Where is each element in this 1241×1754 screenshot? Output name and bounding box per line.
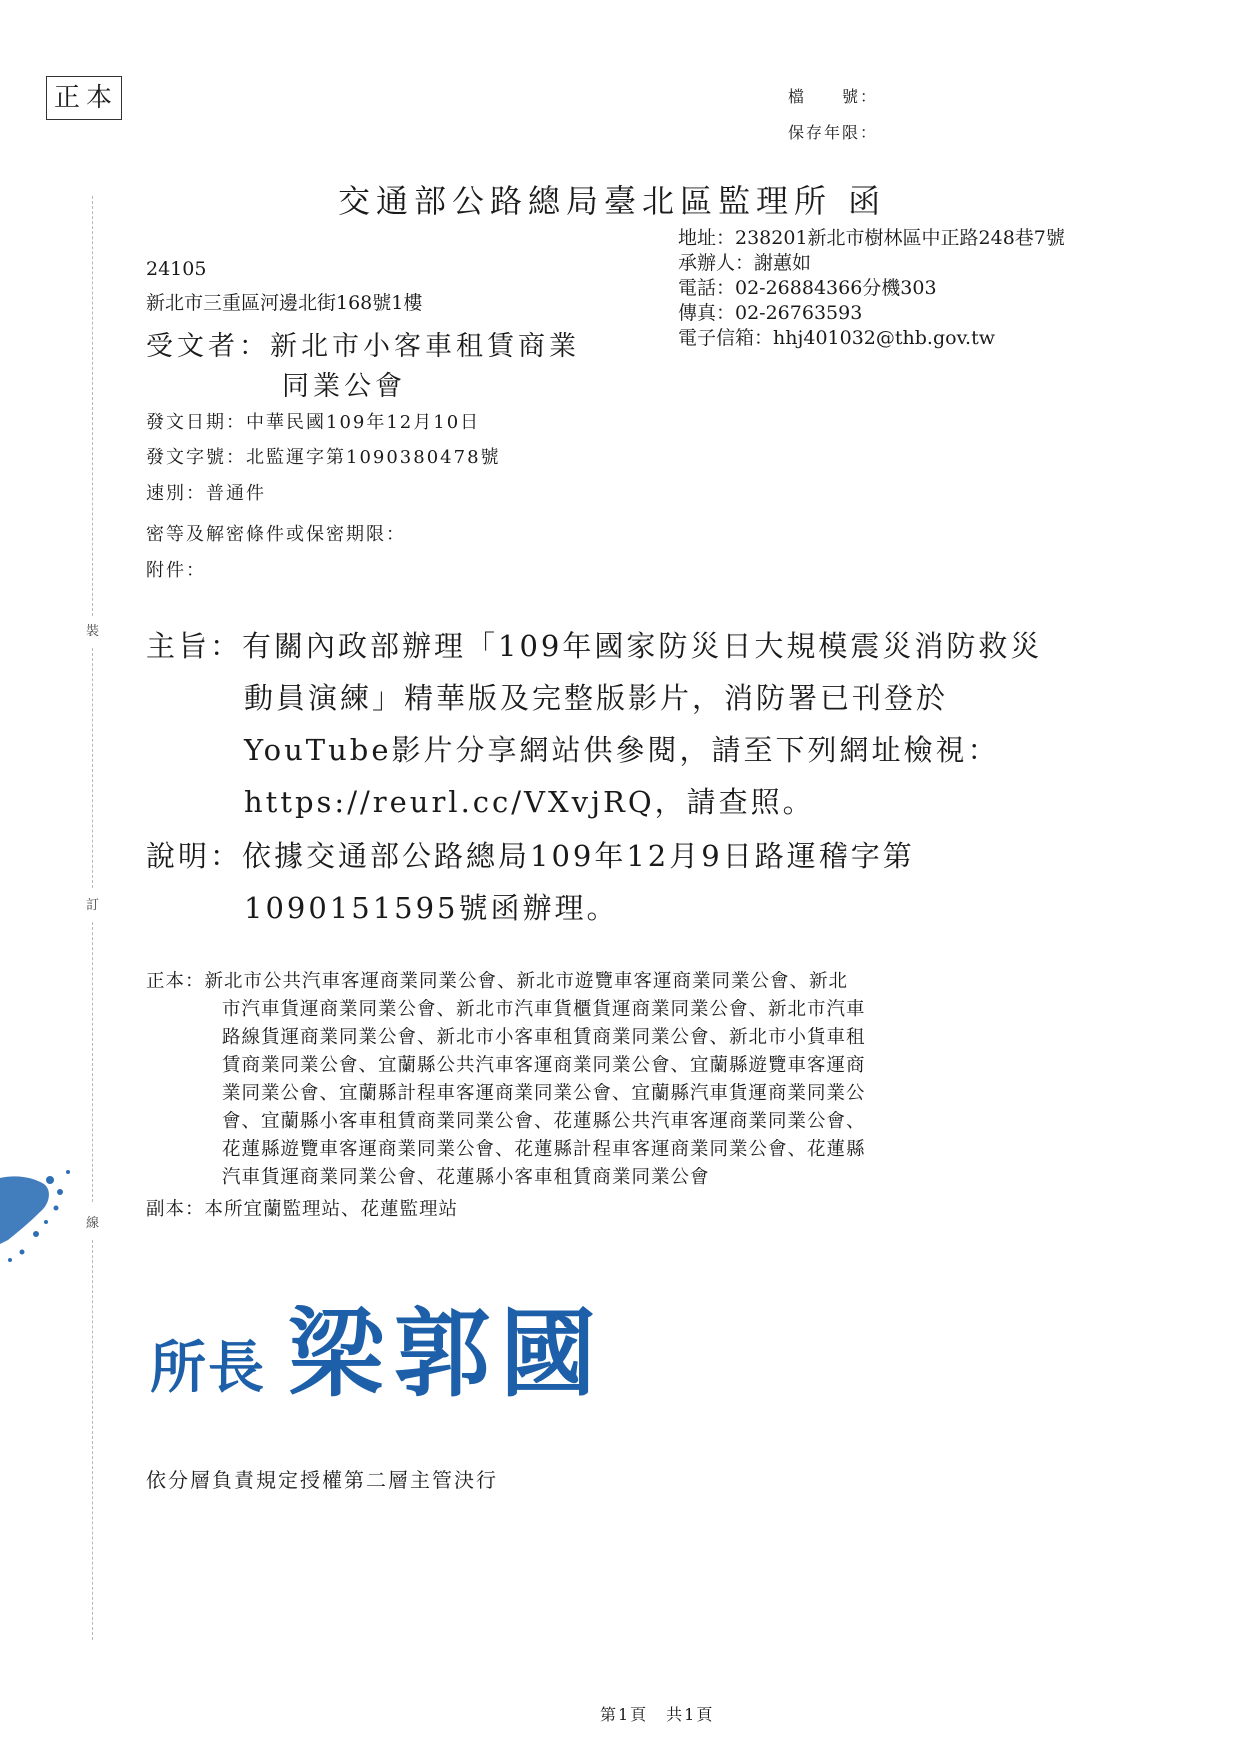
distribution-original-line: 會、宜蘭縣小客車租賃商業同業公會、花蓮縣公共汽車客運商業同業公會、 xyxy=(222,1111,866,1132)
issue-date: 發文日期：中華民國109年12月10日 xyxy=(146,412,481,433)
distribution-original-line: 正本：新北市公共汽車客運商業同業公會、新北市遊覽車客運商業同業公會、新北 xyxy=(146,971,849,992)
signature-name: 梁郭國 xyxy=(288,1297,606,1410)
file-number-label: 檔 號： xyxy=(788,87,879,106)
recipient-line-2: 同業公會 xyxy=(282,371,406,402)
contact-block xyxy=(678,226,1065,351)
binding-mark: 裝 xyxy=(86,624,100,639)
delegation-note: 依分層負責規定授權第二層主管決行 xyxy=(146,1468,498,1492)
document-number: 發文字號：北監運字第1090380478號 xyxy=(146,447,501,468)
subject-line-1: 主旨：有關內政部辦理「109年國家防災日大規模震災消防救災 xyxy=(146,629,1043,663)
page-number: 第1頁 共1頁 xyxy=(600,1705,715,1724)
binding-line-bottom xyxy=(92,1240,93,1640)
ink-splatter-decoration xyxy=(0,1160,80,1270)
secrecy-level: 密等及解密條件或保密期限： xyxy=(146,524,406,545)
distribution-original-line: 路線貨運商業同業公會、新北市小客車租賃商業同業公會、新北市小貨車租 xyxy=(222,1027,866,1048)
subject-line-3: YouTube影片分享網站供參閱，請至下列網址檢視： xyxy=(244,733,1000,767)
original-copy-stamp: 正本 xyxy=(46,76,122,120)
distribution-original-line: 市汽車貨運商業同業公會、新北市汽車貨櫃貨運商業同業公會、新北市汽車 xyxy=(222,999,866,1020)
distribution-original-line: 花蓮縣遊覽車客運商業同業公會、花蓮縣計程車客運商業同業公會、花蓮縣 xyxy=(222,1139,866,1160)
attachment: 附件： xyxy=(146,560,206,581)
recipient-line-1: 受文者：新北市小客車租賃商業 xyxy=(146,331,580,362)
document-title: 交通部公路總局臺北區監理所 函 xyxy=(338,182,887,220)
retention-label: 保存年限： xyxy=(788,123,879,142)
subject-line-2: 動員演練」精華版及完整版影片，消防署已刊登於 xyxy=(244,681,949,715)
distribution-original-line: 汽車貨運商業同業公會、花蓮縣小客車租賃商業同業公會 xyxy=(222,1167,710,1188)
binding-mark: 線 xyxy=(86,1216,100,1231)
delivery-speed: 速別：普通件 xyxy=(146,483,266,504)
director-signature xyxy=(150,1278,606,1415)
explanation-line-1: 說明：依據交通部公路總局109年12月9日路運稽字第 xyxy=(146,839,915,873)
fax: 傳真：02-26763593 xyxy=(678,302,863,324)
binding-line-top xyxy=(92,196,93,616)
sender-address: 地址：238201新北市樹林區中正路248巷7號 xyxy=(678,227,1065,249)
signature-title: 所長 xyxy=(150,1335,266,1401)
binding-line-lower xyxy=(92,922,93,1202)
subject-line-4: https://reurl.cc/VXvjRQ，請查照。 xyxy=(244,785,815,819)
handler: 承辦人：謝蕙如 xyxy=(678,252,812,274)
explanation-line-2: 1090151595號函辦理。 xyxy=(244,891,619,925)
distribution-original-line: 業同業公會、宜蘭縣計程車客運商業同業公會、宜蘭縣汽車貨運商業同業公 xyxy=(222,1083,866,1104)
email: 電子信箱：hhj401032@thb.gov.tw xyxy=(678,327,995,349)
phone: 電話：02-26884366分機303 xyxy=(678,277,937,299)
distribution-copy: 副本：本所宜蘭監理站、花蓮監理站 xyxy=(146,1199,459,1220)
postal-code: 24105 xyxy=(146,258,207,280)
recipient-street-address: 新北市三重區河邊北街168號1樓 xyxy=(146,292,423,314)
binding-line-mid xyxy=(92,648,93,888)
distribution-original-line: 賃商業同業公會、宜蘭縣公共汽車客運商業同業公會、宜蘭縣遊覽車客運商 xyxy=(222,1055,866,1076)
binding-mark: 訂 xyxy=(86,898,100,913)
